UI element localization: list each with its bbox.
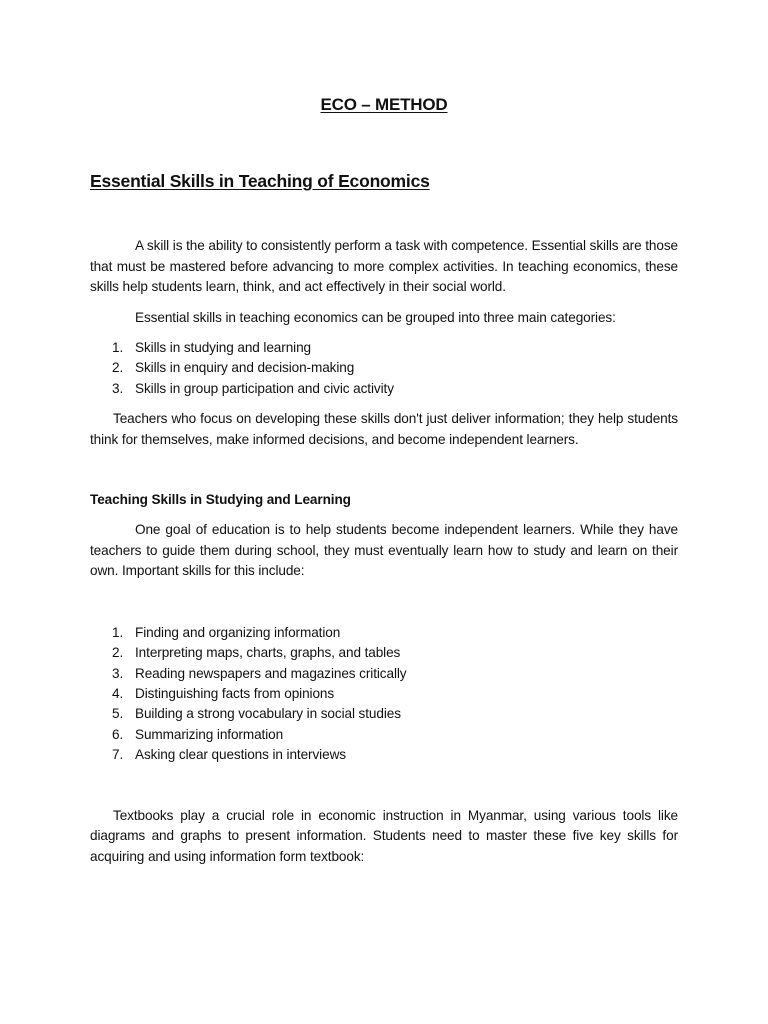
list-item-text: Skills in group participation and civic activity [135,380,394,396]
list-item-text: Building a strong vocabulary in social studies [135,706,401,722]
list-item-number: 6. [112,726,124,742]
list-item-number: 3. [112,665,124,681]
list-item [90,664,678,684]
document-title: ECO – METHOD [320,95,448,114]
teachers-paragraph: Teachers who focus on developing these skills don't just deliver information; they help students think for themselves, make informed decisions, and become independent learners. [90,411,678,447]
list-item-text: Interpreting maps, charts, graphs, and tables [135,645,401,661]
subsection-title: Teaching Skills in Studying and Learning [90,492,351,508]
textbooks-paragraph: Textbooks play a crucial role in economic instruction in Myanmar, using various tools like diagrams and graphs to present information. Students need to master these five key skills for acquiring and using information form textbook: [90,807,678,864]
list-item-number: 5. [112,706,124,722]
list-item-text: Finding and organizing information [135,624,341,640]
list-item [90,338,678,358]
list-item-text: Reading newspapers and magazines critically [135,665,407,681]
list-item [90,623,678,643]
list-item-text: Asking clear questions in interviews [135,747,346,763]
list-item-text: Distinguishing facts from opinions [135,685,335,701]
document-body [90,92,678,867]
categories-list [90,338,678,399]
list-item-text: Skills in enquiry and decision-making [135,360,355,376]
list-item-number: 2. [112,360,124,376]
list-item-number: 7. [112,747,124,763]
intro-paragraph: A skill is the ability to consistently perform a task with competence. Essential skills are those that must be mastered before advancing to more complex activities. In teaching economics, these skills help students learn, think, and act effectively in their social world. [90,238,678,294]
list-item [90,643,678,663]
goal-paragraph: One goal of education is to help students become independent learners. While they have teachers to guide them during school, they must eventually learn how to study and learn on their own. Important skills for this include: [90,522,678,579]
list-item-number: 3. [112,380,124,396]
list-item [90,745,678,765]
list-item [90,358,678,378]
list-item [90,704,678,724]
list-item [90,684,678,704]
list-item-text: Summarizing information [135,726,284,742]
list-item [90,725,678,745]
list-item-number: 4. [112,685,124,701]
skills-list [90,623,678,766]
list-item-number: 2. [112,645,124,661]
list-item-number: 1. [112,340,124,355]
list-item [90,379,678,399]
list-item-text: Skills in studying and learning [135,340,311,355]
section-title: Essential Skills in Teaching of Economics [90,171,430,191]
list-item-number: 1. [112,624,124,640]
categories-intro-paragraph: Essential skills in teaching economics can be grouped into three main categories: [135,309,616,325]
